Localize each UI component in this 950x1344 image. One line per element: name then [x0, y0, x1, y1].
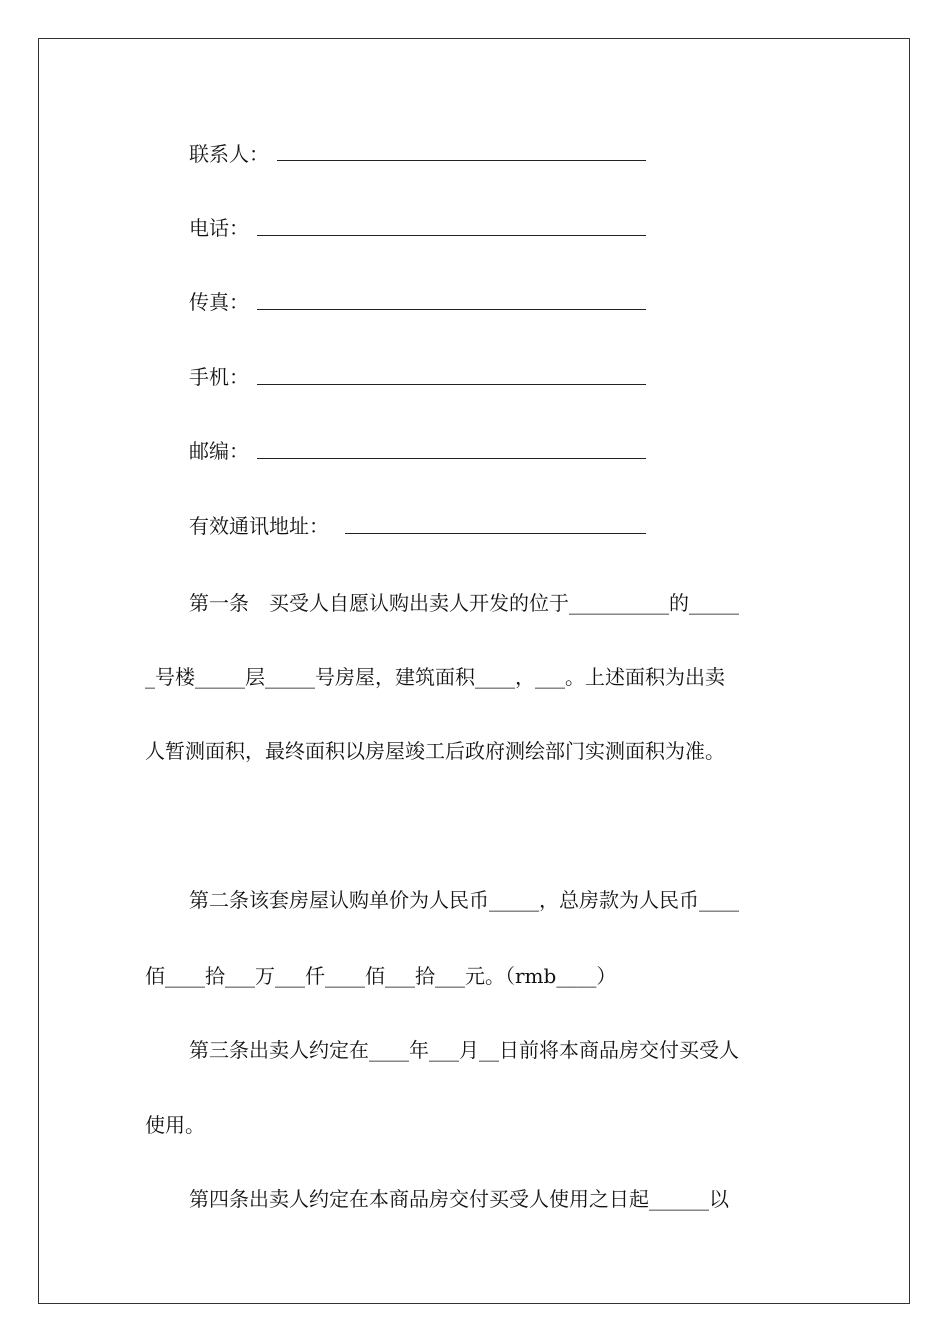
contact-label: 联系人：	[189, 142, 269, 166]
article1-line3: 人暂测面积，最终面积以房屋竣工后政府测绘部门实测面积为准。	[145, 739, 725, 763]
article2-line2: 佰____拾___万___仟____佰___拾___元。（rmb____）	[145, 964, 617, 988]
article3-line2: 使用。	[145, 1113, 205, 1137]
mobile-blank-line	[257, 384, 646, 385]
address-blank-line	[345, 533, 646, 534]
fax-blank-line	[257, 309, 646, 310]
article2-line1: 第二条该套房屋认购单价为人民币_____，总房款为人民币____	[189, 888, 739, 912]
article3-line1: 第三条出卖人约定在____年___月__日前将本商品房交付买受人	[189, 1038, 739, 1062]
address-label: 有效通讯地址：	[189, 514, 329, 538]
mobile-label: 手机：	[189, 365, 249, 389]
article1-line2: _号楼_____层_____号房屋，建筑面积____，___。上述面积为出卖	[145, 665, 725, 689]
fax-label: 传真：	[189, 290, 249, 314]
phone-label: 电话：	[189, 216, 249, 240]
postcode-blank-line	[257, 458, 646, 459]
postcode-label: 邮编：	[189, 439, 249, 463]
article1-line1: 第一条 买受人自愿认购出卖人开发的位于__________的_____	[189, 591, 739, 615]
phone-blank-line	[257, 235, 646, 236]
article4-line1: 第四条出卖人约定在本商品房交付买受人使用之日起______以	[189, 1187, 729, 1211]
contact-blank-line	[277, 160, 646, 161]
